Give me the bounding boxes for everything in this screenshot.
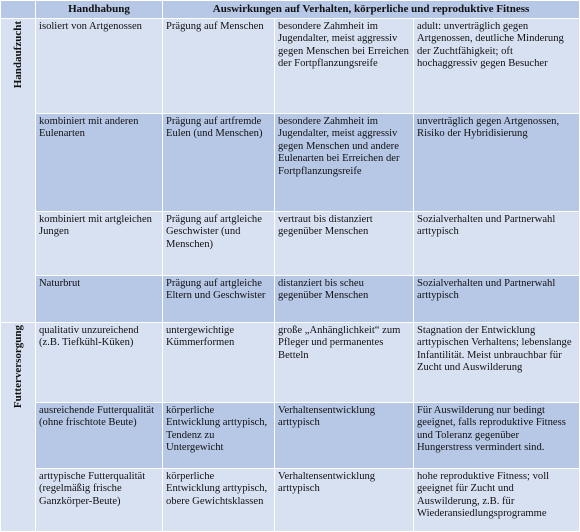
table-row xyxy=(1,114,580,212)
cell-verhalten: Verhaltensentwicklung arttypisch xyxy=(275,403,414,469)
cell-praegung: körperliche Entwicklung arttypisch, Tendenz zu Untergewicht xyxy=(163,403,275,469)
cell-praegung: Prägung auf artfremde Eulen (und Menschen) xyxy=(163,114,275,212)
cell-handhabung: qualitativ unzureichend (z.B. Tiefkühl-Küken) xyxy=(36,323,163,403)
cell-verhalten: besondere Zahmheit im Jugendalter, meist aggressiv gegen Menschen bei Erreichen der Fortpflanzungsreife xyxy=(275,19,414,114)
cell-handhabung: kombiniert mit artgleichen Jungen xyxy=(36,212,163,276)
cell-praegung: untergewichtige Kümmerformen xyxy=(163,323,275,403)
group-label-text: Futterversorgung xyxy=(11,325,24,409)
header-handhabung: Handhabung xyxy=(36,1,163,19)
cell-praegung: Prägung auf artgleiche Eltern und Geschwister xyxy=(163,276,275,323)
header-empty-cell xyxy=(1,1,36,19)
cell-verhalten: distanziert bis scheu gegenüber Menschen xyxy=(275,276,414,323)
header-auswirkungen: Auswirkungen auf Verhalten, körperliche und reproduktive Fitness xyxy=(163,1,580,19)
cell-handhabung: ausreichende Futterqualität (ohne frischtote Beute) xyxy=(36,403,163,469)
cell-fitness: unverträglich gegen Artgenossen, Risiko der Hybridisierung xyxy=(414,114,580,212)
cell-fitness: Stagnation der Entwicklung arttypischen Verhaltens; lebenslange Infantilität. Meist unbrauchbar für Zucht und Auswilderung xyxy=(414,323,580,403)
cell-handhabung: isoliert von Artgenossen xyxy=(36,19,163,114)
table-row xyxy=(1,469,580,532)
cell-verhalten: besondere Zahmheit im Jugendalter, meist aggressiv gegen Menschen und andere Eulenarten bei Erreichen der Fortpflanzungsreife xyxy=(275,114,414,212)
table-row xyxy=(1,19,580,114)
group-label-text: Handaufzucht xyxy=(11,21,24,89)
cell-praegung: Prägung auf Menschen xyxy=(163,19,275,114)
group-label-handaufzucht xyxy=(1,19,36,323)
cell-handhabung: kombiniert mit anderen Eulenarten xyxy=(36,114,163,212)
table-row xyxy=(1,323,580,403)
cell-praegung: Prägung auf artgleiche Geschwister (und Menschen) xyxy=(163,212,275,276)
group-label-futterversorgung xyxy=(1,323,36,532)
cell-fitness: Sozialverhalten und Partnerwahl arttypisch xyxy=(414,212,580,276)
table-row xyxy=(1,403,580,469)
cell-fitness: adult: unverträglich gegen Artgenossen, deutliche Minderung der Zuchtfähigkeit; oft hochaggressiv gegen Besucher xyxy=(414,19,580,114)
header-row xyxy=(1,1,580,19)
cell-fitness: hohe reproduktive Fitness; voll geeignet für Zucht und Auswilderung, z.B. für Wiederansiedlungsprogramme xyxy=(414,469,580,532)
cell-verhalten: große „Anhänglichkeit“ zum Pfleger und permanentes Betteln xyxy=(275,323,414,403)
table-row xyxy=(1,276,580,323)
cell-handhabung: arttypische Futterqualität (regelmäßig frische Ganzkörper-Beute) xyxy=(36,469,163,532)
cell-verhalten: Verhaltensentwicklung arttypisch xyxy=(275,469,414,532)
table-row xyxy=(1,212,580,276)
cell-fitness: Sozialverhalten und Partnerwahl arttypisch xyxy=(414,276,580,323)
cell-handhabung: Naturbrut xyxy=(36,276,163,323)
cell-fitness: Für Auswilderung nur bedingt geeignet, falls reproduktive Fitness und Toleranz gegenüber Hungerstress vermindert sind. xyxy=(414,403,580,469)
cell-praegung: körperliche Entwicklung arttypisch, obere Gewichtsklassen xyxy=(163,469,275,532)
cell-verhalten: vertraut bis distanziert gegenüber Menschen xyxy=(275,212,414,276)
